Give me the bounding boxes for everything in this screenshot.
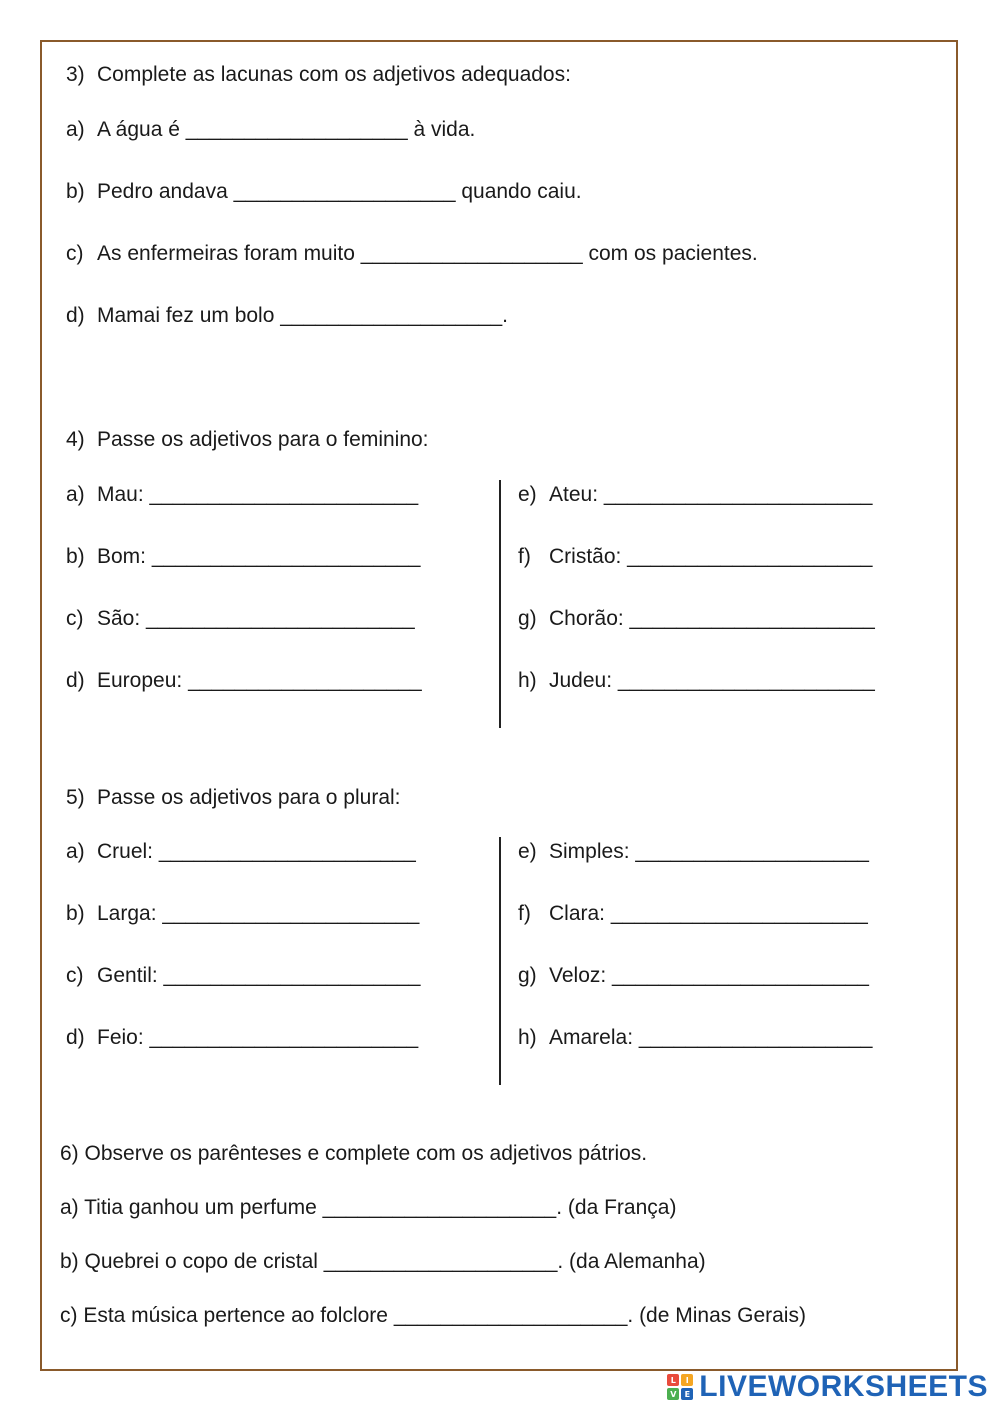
q5-item-a: a) Cruel: ______________________ — [66, 840, 416, 863]
q4-item-f: f) Cristão: _____________________ — [518, 545, 873, 568]
q3-item-d: d) Mamai fez um bolo ___________________. — [66, 304, 508, 327]
logo-letter: V — [667, 1388, 679, 1400]
q4-item-e: e) Ateu: _______________________ — [518, 483, 873, 506]
q3-title: 3) Complete as lacunas com os adjetivos adequados: — [66, 63, 571, 86]
liveworksheets-logo-icon — [667, 1374, 693, 1400]
q4-item-b: b) Bom: _______________________ — [66, 545, 421, 568]
q4-item-h: h) Judeu: ______________________ — [518, 669, 875, 692]
q4-item-g: g) Chorão: _____________________ — [518, 607, 875, 630]
q3-item-a: a) A água é ___________________ à vida. — [66, 118, 476, 141]
logo-letter: E — [681, 1388, 693, 1400]
q5-item-d: d) Feio: _______________________ — [66, 1026, 419, 1049]
q4-item-c: c) São: _______________________ — [66, 607, 415, 630]
q4-column-divider — [499, 480, 501, 728]
q3-item-b: b) Pedro andava ___________________ quando caiu. — [66, 180, 582, 203]
q6-item-c: c) Esta música pertence ao folclore ____________________. (de Minas Gerais) — [60, 1304, 806, 1327]
q4-title: 4) Passe os adjetivos para o feminino: — [66, 428, 429, 451]
q6-item-b: b) Quebrei o copo de cristal ____________________. (da Alemanha) — [60, 1250, 706, 1273]
q3-item-c: c) As enfermeiras foram muito ___________________ com os pacientes. — [66, 242, 758, 265]
logo-letter: L — [667, 1374, 679, 1386]
q5-item-c: c) Gentil: ______________________ — [66, 964, 421, 987]
q5-column-divider — [499, 837, 501, 1085]
brand-text: LIVEWORKSHEETS — [699, 1370, 988, 1403]
q5-item-e: e) Simples: ____________________ — [518, 840, 869, 863]
q5-item-f: f) Clara: ______________________ — [518, 902, 868, 925]
logo-letter: I — [681, 1374, 693, 1386]
q6-title: 6) Observe os parênteses e complete com os adjetivos pátrios. — [60, 1142, 648, 1165]
q5-item-g: g) Veloz: ______________________ — [518, 964, 869, 987]
q6-item-a: a) Titia ganhou um perfume ____________________. (da França) — [60, 1196, 677, 1219]
liveworksheets-brand — [667, 1370, 988, 1404]
q5-item-h: h) Amarela: ____________________ — [518, 1026, 873, 1049]
q5-title: 5) Passe os adjetivos para o plural: — [66, 786, 401, 809]
q4-item-d: d) Europeu: ____________________ — [66, 669, 422, 692]
q5-item-b: b) Larga: ______________________ — [66, 902, 420, 925]
q4-item-a: a) Mau: _______________________ — [66, 483, 419, 506]
